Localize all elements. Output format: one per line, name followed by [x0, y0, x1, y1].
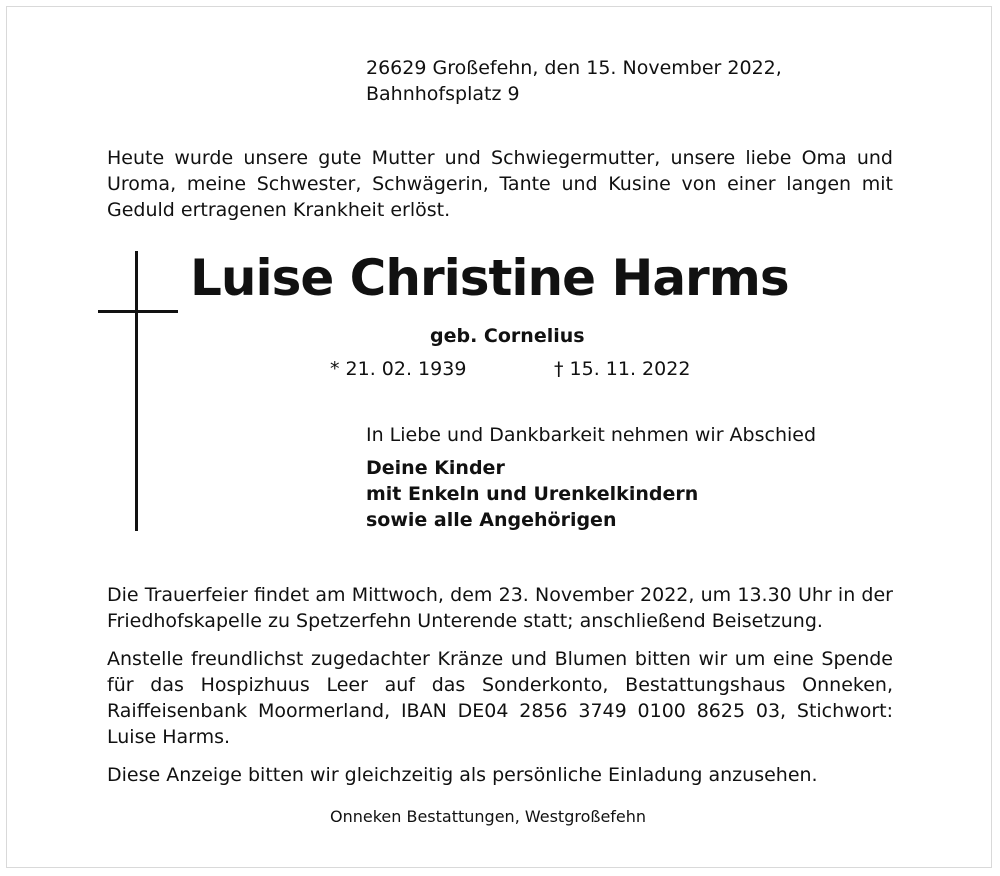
birth-date: * 21. 02. 1939 — [330, 358, 467, 380]
signatory-line: sowie alle Angehörigen — [366, 509, 617, 531]
signatory-line: mit Enkeln und Urenkelkindern — [366, 483, 699, 505]
maiden-name: geb. Cornelius — [430, 325, 585, 347]
place-date: 26629 Großefehn, den 15. November 2022, — [366, 57, 782, 79]
intro-text: Heute wurde unsere gute Mutter und Schwiegermutter, unsere liebe Oma und Uroma, meine Schwester, Schwägerin, Tante und Kusine von einer langen mit Geduld ertragenen Krankheit erlöst. — [107, 147, 893, 221]
service-paragraph: Die Trauerfeier findet am Mittwoch, dem 23. November 2022, um 13.30 Uhr in der Friedhofskapelle zu Spetzerfehn Unterende statt; anschließend Beisetzung. — [107, 584, 893, 632]
deceased-name: Luise Christine Harms — [190, 249, 789, 307]
funeral-home-footer: Onneken Bestattungen, Westgroßefehn — [330, 807, 647, 826]
address: Bahnhofsplatz 9 — [366, 83, 520, 105]
death-date: † 15. 11. 2022 — [554, 358, 691, 380]
donation-paragraph: Anstelle freundlichst zugedachter Kränze und Blumen bitten wir um eine Spende für das Hospizhuus Leer auf das Sonderkonto, Bestattungshaus Onneken, Raiffeisenbank Moormerland, IBAN DE04 2856 3749 0100 8625 03, Stichwort: Luise Harms. — [107, 648, 893, 748]
cross-icon-bar — [98, 310, 178, 313]
invitation-paragraph: Diese Anzeige bitten wir gleichzeitig als persönliche Einladung anzusehen. — [107, 764, 818, 786]
cross-icon — [135, 251, 138, 531]
farewell-text: In Liebe und Dankbarkeit nehmen wir Abschied — [366, 424, 817, 446]
signatory-line: Deine Kinder — [366, 457, 505, 479]
